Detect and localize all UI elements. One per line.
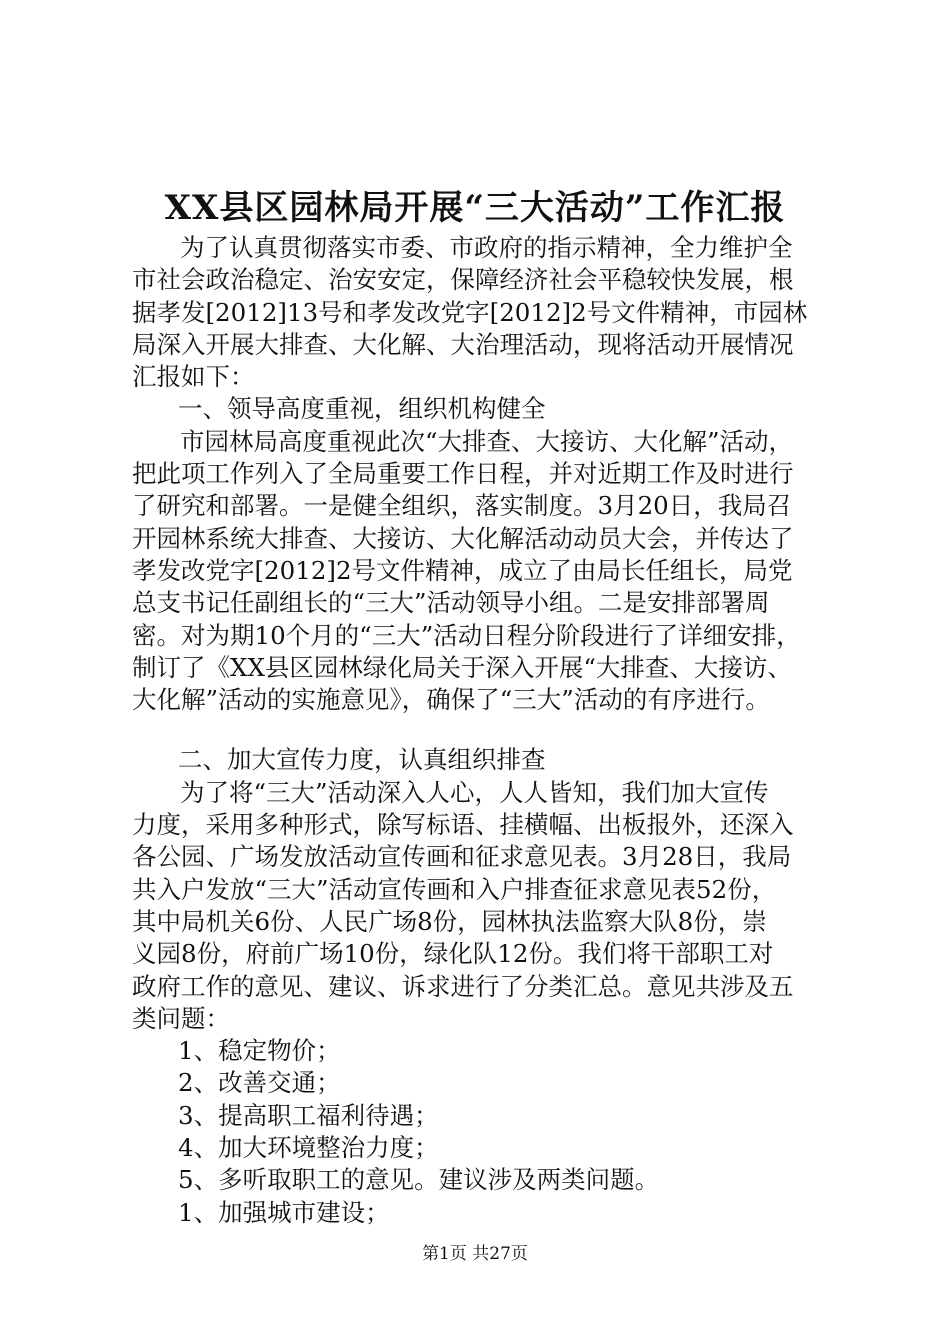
section-heading: 一、领导高度重视，组织机构健全 — [178, 394, 546, 424]
paragraph-line: 各公园、广场发放活动宣传画和征求意见表。3月28日，我局 — [132, 842, 792, 872]
paragraph-line: 类问题： — [132, 1003, 230, 1033]
paragraph-line: 市园林局高度重视此次“大排查、大接访、大化解”活动， — [180, 426, 794, 456]
paragraph-line: 把此项工作列入了全局重要工作日程，并对近期工作及时进行 — [132, 459, 794, 489]
list-item: 4、加大环境整治力度； — [178, 1133, 439, 1163]
paragraph-line: 力度，采用多种形式，除写标语、挂横幅、出板报外，还深入 — [132, 810, 794, 840]
paragraph-line: 孝发改党字[2012]2号文件精神，成立了由局长任组长，局党 — [132, 555, 793, 585]
list-item: 3、提高职工福利待遇； — [178, 1100, 439, 1130]
paragraph-line: 大化解”活动的实施意见》，确保了“三大”活动的有序进行。 — [132, 685, 770, 715]
paragraph-line: 据孝发[2012]13号和孝发改党字[2012]2号文件精神，市园林 — [132, 297, 808, 327]
list-item: 2、改善交通； — [178, 1068, 341, 1098]
paragraph-line: 政府工作的意见、建议、诉求进行了分类汇总。意见共涉及五 — [132, 971, 794, 1001]
paragraph-line: 为了将“三大”活动深入人心，人人皆知，我们加大宣传 — [180, 777, 769, 807]
paragraph-line: 义园8份，府前广场10份，绿化队12份。我们将干部职工对 — [132, 939, 774, 969]
paragraph-line: 共入户发放“三大”活动宣传画和入户排查征求意见表52份， — [132, 874, 777, 904]
paragraph-line: 了研究和部署。一是健全组织，落实制度。3月20日，我局召 — [132, 491, 792, 521]
paragraph-line: 密。对为期10个月的“三大”活动日程分阶段进行了详细安排， — [132, 620, 801, 650]
paragraph-line: 局深入开展大排查、大化解、大治理活动，现将活动开展情况 — [132, 329, 794, 359]
blank-line — [132, 716, 852, 744]
document-body — [132, 232, 852, 1229]
page-number: 第1页 共27页 — [422, 1244, 528, 1264]
paragraph-line: 其中局机关6份、人民广场8份，园林执法监察大队8份，崇 — [132, 906, 767, 936]
list-item: 1、稳定物价； — [178, 1036, 341, 1066]
list-item: 5、多听取职工的意见。建议涉及两类问题。 — [178, 1165, 660, 1195]
paragraph-line: 开园林系统大排查、大接访、大化解活动动员大会，并传达了 — [132, 523, 794, 553]
paragraph-line: 制订了《XX县区园林绿化局关于深入开展“大排查、大接访、 — [132, 652, 792, 682]
section-heading: 二、加大宣传力度，认真组织排查 — [178, 745, 546, 775]
paragraph-line: 为了认真贯彻落实市委、市政府的指示精神，全力维护全 — [180, 233, 793, 262]
paragraph-line: 汇报如下： — [132, 362, 255, 392]
paragraph-line: 总支书记任副组长的“三大”活动领导小组。二是安排部署周 — [132, 588, 770, 618]
document-title: XX县区园林局开展“三大活动”工作汇报 — [164, 188, 786, 228]
paragraph-line: 市社会政治稳定、治安安定，保障经济社会平稳较快发展，根 — [132, 265, 794, 295]
list-item: 1、加强城市建设； — [178, 1197, 390, 1227]
